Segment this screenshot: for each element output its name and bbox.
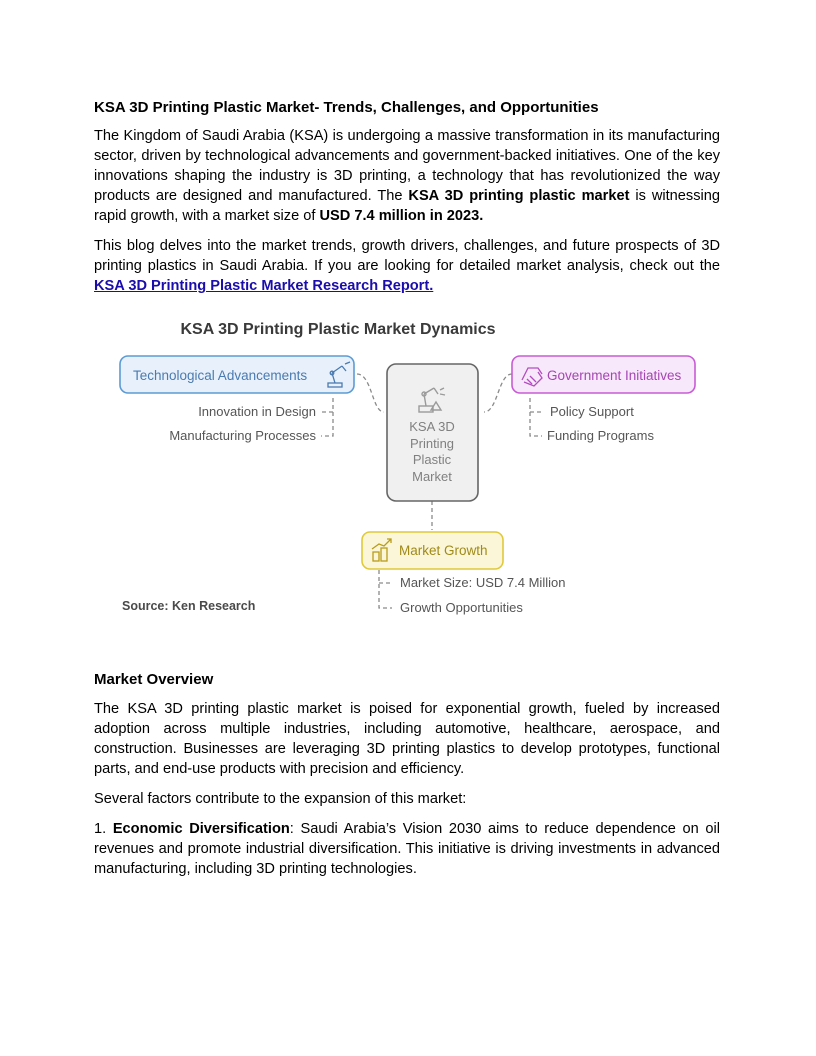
document-page	[94, 98, 720, 889]
diagram-source: Source: Ken Research	[122, 599, 256, 613]
intro-text-c: is witnessing rapid growth, with a market size of	[94, 188, 720, 224]
intro-bold-market: KSA 3D printing plastic market	[408, 188, 630, 204]
growth-item-size: Market Size: USD 7.4 Million	[400, 575, 566, 590]
overview-list-item-1	[94, 819, 720, 879]
intro-bold-size: USD 7.4 million in 2023.	[319, 208, 484, 224]
page-title: KSA 3D Printing Plastic Market- Trends, Challenges, and Opportunities	[94, 99, 599, 116]
intro-paragraph-2	[94, 236, 720, 296]
center-label-line-2: Printing	[409, 436, 455, 451]
tech-item-manufacturing: Manufacturing Processes	[169, 428, 316, 443]
diagram-title: KSA 3D Printing Plastic Market Dynamics	[180, 321, 496, 338]
overview-paragraph-2: Several factors contribute to the expansion of this market:	[94, 791, 467, 807]
list-item-number: 1.	[94, 821, 113, 837]
diagram-canvas	[94, 318, 720, 658]
market-overview-heading: Market Overview	[94, 671, 214, 688]
tech-item-innovation: Innovation in Design	[198, 404, 316, 419]
intro-text-p2: This blog delves into the market trends, growth drivers, challenges, and future prospects of 3D printing plastics in Saudi Arabia. If you are looking for detailed market analysis, check out the	[94, 238, 720, 274]
center-label-line-3: Plastic	[412, 452, 452, 467]
list-item-title: Economic Diversification	[112, 821, 290, 837]
market-dynamics-diagram	[94, 318, 720, 658]
center-label-line-4: Market	[412, 469, 452, 484]
market-growth-label: Market Growth	[399, 543, 488, 558]
gov-initiatives-label: Government Initiatives	[547, 368, 682, 383]
intro-text-a: The Kingdom of Saudi Arabia (KSA) is undergoing a massive transformation in its manufacturing sector, driven by technological advancements and government-backed initiatives. One of the key innovations shaping the industry is 3D printing, a technology that has revolutionized the way products are designed and manufactured. The	[94, 128, 720, 204]
gov-item-policy: Policy Support	[550, 404, 634, 419]
overview-paragraph-1: The KSA 3D printing plastic market is poised for exponential growth, fueled by increased adoption across multiple industries, including automotive, healthcare, aerospace, and construction. Businesses are leveraging 3D printing plastics to develop prototypes, functional parts, and end-use products with precision and efficiency.	[94, 701, 720, 777]
growth-item-opportunities: Growth Opportunities	[400, 600, 523, 615]
intro-paragraph-1	[94, 126, 720, 226]
gov-item-funding: Funding Programs	[547, 428, 654, 443]
center-label-line-1: KSA 3D	[409, 419, 455, 434]
tech-advancements-label: Technological Advancements	[133, 368, 308, 383]
list-item-text: : Saudi Arabia’s Vision 2030 aims to reduce dependence on oil revenues and promote industrial diversification. This initiative is driving investments in advanced manufacturing, including 3D printing technologies.	[94, 821, 720, 877]
report-link[interactable]: KSA 3D Printing Plastic Market Research Report.	[94, 278, 434, 294]
